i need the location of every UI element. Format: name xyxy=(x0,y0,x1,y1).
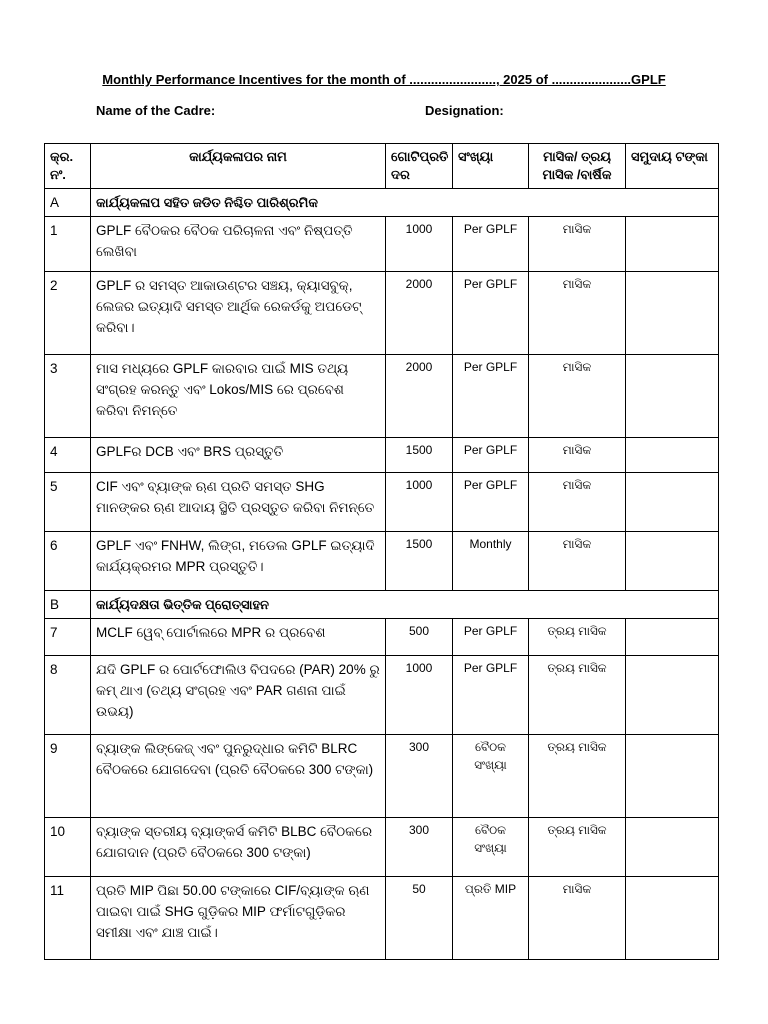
activity-name-cell: ଯଦି GPLF ର ପୋର୍ଟଫୋଲିଓ ବିପଦରେ (PAR) 20% ରୁ କମ୍ ଥାଏ (ତଥ୍ୟ ସଂଗ୍ରହ ଏବଂ PAR ଗଣନା ପାଇଁ ଉଭୟ) xyxy=(91,656,386,735)
section-id: A xyxy=(45,189,91,217)
incentives-table xyxy=(44,143,719,960)
table-row xyxy=(45,532,719,591)
period-cell: ମାସିକ xyxy=(529,217,626,272)
period-cell: ମାସିକ xyxy=(529,272,626,355)
rate-cell: 2000 xyxy=(386,355,453,438)
serial-number-cell: 11 xyxy=(45,877,91,960)
cadre-name-label: Name of the Cadre: xyxy=(96,103,216,118)
activity-name-cell: CIF ଏବଂ ବ୍ୟାଙ୍କ ଋଣ ପ୍ରତି ସମସ୍ତ SHG ମାନଙ୍କର ଋଣ ଆଦାୟ ସ୍ଥିତି ପ୍ରସ୍ତୁତ କରିବା ନିମନ୍ତେ xyxy=(91,473,386,532)
count-cell: Per GPLF xyxy=(453,217,529,272)
count-cell: Monthly xyxy=(453,532,529,591)
count-cell: Per GPLF xyxy=(453,619,529,656)
rate-cell: 1000 xyxy=(386,656,453,735)
header-period: ମାସିକ/ ତ୍ରୟ ମାସିକ /ବାର୍ଷିକ xyxy=(529,144,626,189)
serial-number-cell: 4 xyxy=(45,438,91,473)
activity-name-cell: MCLF ୱେବ୍ ପୋର୍ଟାଲରେ MPR ର ପ୍ରବେଶ xyxy=(91,619,386,656)
total-cell[interactable] xyxy=(626,532,719,591)
serial-number-cell: 8 xyxy=(45,656,91,735)
serial-number-cell: 2 xyxy=(45,272,91,355)
count-cell: ବୈଠକ ସଂଖ୍ୟା xyxy=(453,818,529,877)
rate-cell: 1000 xyxy=(386,473,453,532)
section-row-b xyxy=(45,591,719,619)
header-rate: ଗୋଟିପ୍ରତି ଦର xyxy=(386,144,453,189)
table-row xyxy=(45,217,719,272)
period-cell: ମାସିକ xyxy=(529,438,626,473)
serial-number-cell: 6 xyxy=(45,532,91,591)
section-row-a xyxy=(45,189,719,217)
serial-number-cell: 10 xyxy=(45,818,91,877)
activity-name-cell: GPLF ବୈଠକର ବୈଠକ ପରିଚାଳନା ଏବଂ ନିଷ୍ପତ୍ତି ଲେଖିବା xyxy=(91,217,386,272)
serial-number-cell: 3 xyxy=(45,355,91,438)
period-cell: ମାସିକ xyxy=(529,473,626,532)
rate-cell: 1500 xyxy=(386,532,453,591)
activity-name-cell: ବ୍ୟାଙ୍କ ଲିଙ୍କେଜ୍ ଏବଂ ପୁନରୁଦ୍ଧାର କମିଟି BLRC ବୈଠକରେ ଯୋଗଦେବା (ପ୍ରତି ବୈଠକରେ 300 ଟଙ୍କା) xyxy=(91,735,386,818)
table-row xyxy=(45,818,719,877)
table-row xyxy=(45,473,719,532)
rate-cell: 2000 xyxy=(386,272,453,355)
designation-label: Designation: xyxy=(425,103,504,118)
activity-name-cell: ପ୍ରତି MIP ପିଛା 50.00 ଟଙ୍କାରେ CIF/ବ୍ୟାଙ୍କ ଋଣ ପାଇବା ପାଇଁ SHG ଗୁଡ଼ିକର MIP ଫର୍ମାଟଗୁଡ଼ିକର ସମୀକ୍ଷା ଏବଂ ଯାଞ୍ଚ ପାଇଁ। xyxy=(91,877,386,960)
period-cell: ତ୍ରୟ ମାସିକ xyxy=(529,619,626,656)
header-activity: କାର୍ଯ୍ୟକଳାପର ନାମ xyxy=(91,144,386,189)
table-row xyxy=(45,272,719,355)
count-cell: Per GPLF xyxy=(453,656,529,735)
rate-cell: 500 xyxy=(386,619,453,656)
serial-number-cell: 5 xyxy=(45,473,91,532)
section-title: କାର୍ଯ୍ୟକଳାପ ସହିତ ଜଡିତ ନିଶ୍ଚିତ ପାରିଶ୍ରମିକ xyxy=(91,189,719,217)
period-cell: ମାସିକ xyxy=(529,355,626,438)
activity-name-cell: GPLF ର ସମସ୍ତ ଆକାଉଣ୍ଟର ସଞ୍ଚୟ, କ୍ୟାସବୁକ୍, ଲେଜର ଇତ୍ୟାଦି ସମସ୍ତ ଆର୍ଥିକ ରେକର୍ଡକୁ ଅପଡେଟ୍ କରିବା। xyxy=(91,272,386,355)
total-cell[interactable] xyxy=(626,656,719,735)
document-title: Monthly Performance Incentives for the month of ........................, 2025 of ......................GPLF xyxy=(102,72,666,87)
total-cell[interactable] xyxy=(626,272,719,355)
total-cell[interactable] xyxy=(626,473,719,532)
total-cell[interactable] xyxy=(626,217,719,272)
total-cell[interactable] xyxy=(626,355,719,438)
rate-cell: 300 xyxy=(386,818,453,877)
period-cell: ମାସିକ xyxy=(529,532,626,591)
table-header-row xyxy=(45,144,719,189)
table-row xyxy=(45,619,719,656)
serial-number-cell: 7 xyxy=(45,619,91,656)
period-cell: ତ୍ରୟ ମାସିକ xyxy=(529,735,626,818)
total-cell[interactable] xyxy=(626,877,719,960)
table-row xyxy=(45,656,719,735)
count-cell: Per GPLF xyxy=(453,473,529,532)
total-cell[interactable] xyxy=(626,735,719,818)
activity-name-cell: ମାସ ମଧ୍ୟରେ GPLF କାରବାର ପାଇଁ MIS ତଥ୍ୟ ସଂଗ୍ରହ କରନ୍ତୁ ଏବଂ Lokos/MIS ରେ ପ୍ରବେଶ କରିବା ନିମନ୍ତେ xyxy=(91,355,386,438)
total-cell[interactable] xyxy=(626,619,719,656)
rate-cell: 1000 xyxy=(386,217,453,272)
table-row xyxy=(45,438,719,473)
table-row xyxy=(45,735,719,818)
header-count: ସଂଖ୍ୟା xyxy=(453,144,529,189)
activity-name-cell: GPLFର DCB ଏବଂ BRS ପ୍ରସ୍ତୁତି xyxy=(91,438,386,473)
rate-cell: 1500 xyxy=(386,438,453,473)
count-cell: ପ୍ରତି MIP xyxy=(453,877,529,960)
total-cell[interactable] xyxy=(626,438,719,473)
activity-name-cell: GPLF ଏବଂ FNHW, ଲିଙ୍ଗ, ମଡେଲ GPLF ଇତ୍ୟାଦି କାର୍ଯ୍ୟକ୍ରମର MPR ପ୍ରସ୍ତୁତି। xyxy=(91,532,386,591)
count-cell: ବୈଠକ ସଂଖ୍ୟା xyxy=(453,735,529,818)
section-title: କାର୍ଯ୍ୟଦକ୍ଷତା ଭିତ୍ତିକ ପ୍ରୋତ୍ସାହନ xyxy=(91,591,719,619)
period-cell: ତ୍ରୟ ମାସିକ xyxy=(529,818,626,877)
table-row xyxy=(45,877,719,960)
header-serial: କ୍ର. ନଂ. xyxy=(45,144,91,189)
count-cell: Per GPLF xyxy=(453,438,529,473)
section-id: B xyxy=(45,591,91,619)
activity-name-cell: ବ୍ୟାଙ୍କ ସ୍ତରୀୟ ବ୍ୟାଙ୍କର୍ସ କମିଟି BLBC ବୈଠକରେ ଯୋଗଦାନ (ପ୍ରତି ବୈଠକରେ 300 ଟଙ୍କା) xyxy=(91,818,386,877)
rate-cell: 300 xyxy=(386,735,453,818)
period-cell: ମାସିକ xyxy=(529,877,626,960)
serial-number-cell: 9 xyxy=(45,735,91,818)
count-cell: Per GPLF xyxy=(453,355,529,438)
rate-cell: 50 xyxy=(386,877,453,960)
total-cell[interactable] xyxy=(626,818,719,877)
count-cell: Per GPLF xyxy=(453,272,529,355)
period-cell: ତ୍ରୟ ମାସିକ xyxy=(529,656,626,735)
serial-number-cell: 1 xyxy=(45,217,91,272)
header-total: ସମୁଦାୟ ଟଙ୍କା xyxy=(626,144,719,189)
table-row xyxy=(45,355,719,438)
